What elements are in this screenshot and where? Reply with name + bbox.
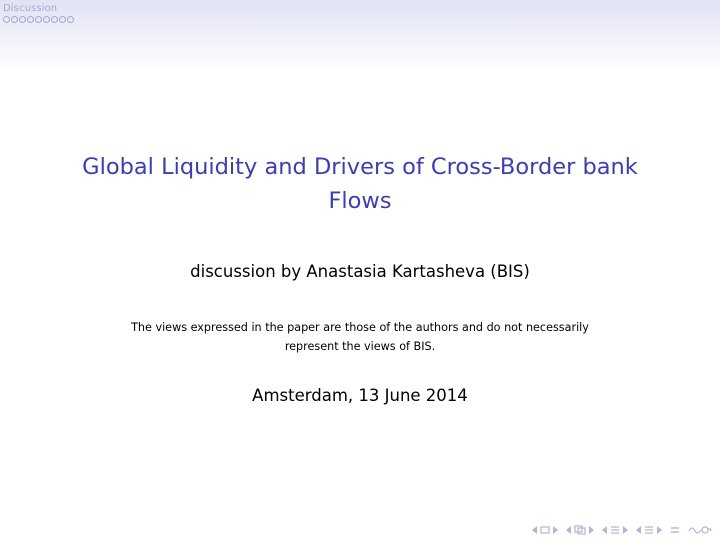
section-nav [636, 525, 662, 535]
frame-icon[interactable] [540, 526, 550, 534]
slide-icon[interactable] [574, 525, 586, 535]
slide-next-icon[interactable] [588, 526, 594, 534]
beamer-navigation [532, 525, 712, 535]
disclaimer-line-2: represent the views of BIS. [284, 340, 436, 353]
subsection-next-icon[interactable] [622, 526, 628, 534]
frame-next-icon[interactable] [552, 526, 558, 534]
frame-dot[interactable] [27, 16, 34, 23]
frame-nav [532, 526, 558, 534]
frame-dot[interactable] [51, 16, 58, 23]
align-nav [670, 525, 680, 535]
disclaimer-line-1: The views expressed in the paper are those of the authors and do not necessarily [131, 321, 589, 334]
frame-dot[interactable] [11, 16, 18, 23]
frame-dot[interactable] [35, 16, 42, 23]
title-line-2: Flows [328, 188, 392, 214]
slide-nav [566, 525, 594, 535]
section-prev-icon[interactable] [636, 526, 642, 534]
subsection-icon[interactable] [610, 525, 620, 535]
align-icon[interactable] [670, 525, 680, 535]
frame-dot[interactable] [43, 16, 50, 23]
slide-title [40, 150, 680, 218]
search-nav [688, 525, 712, 535]
frame-dot[interactable] [67, 16, 74, 23]
section-label[interactable]: Discussion [3, 3, 58, 14]
title-line-1: Global Liquidity and Drivers of Cross-Border bank [82, 154, 638, 180]
frame-prev-icon[interactable] [532, 526, 538, 534]
header-band [0, 0, 720, 72]
section-next-icon[interactable] [656, 526, 662, 534]
frame-dots [3, 16, 74, 23]
frame-dot[interactable] [3, 16, 10, 23]
section-icon[interactable] [644, 525, 654, 535]
frame-dot[interactable] [19, 16, 26, 23]
author-line: discussion by Anastasia Kartasheva (BIS) [190, 262, 530, 281]
frame-dot[interactable] [59, 16, 66, 23]
slide-prev-icon[interactable] [566, 526, 572, 534]
disclaimer [60, 318, 660, 356]
search-icon[interactable] [688, 525, 712, 535]
subsection-prev-icon[interactable] [602, 526, 608, 534]
subsection-nav [602, 525, 628, 535]
date-line: Amsterdam, 13 June 2014 [252, 386, 468, 405]
